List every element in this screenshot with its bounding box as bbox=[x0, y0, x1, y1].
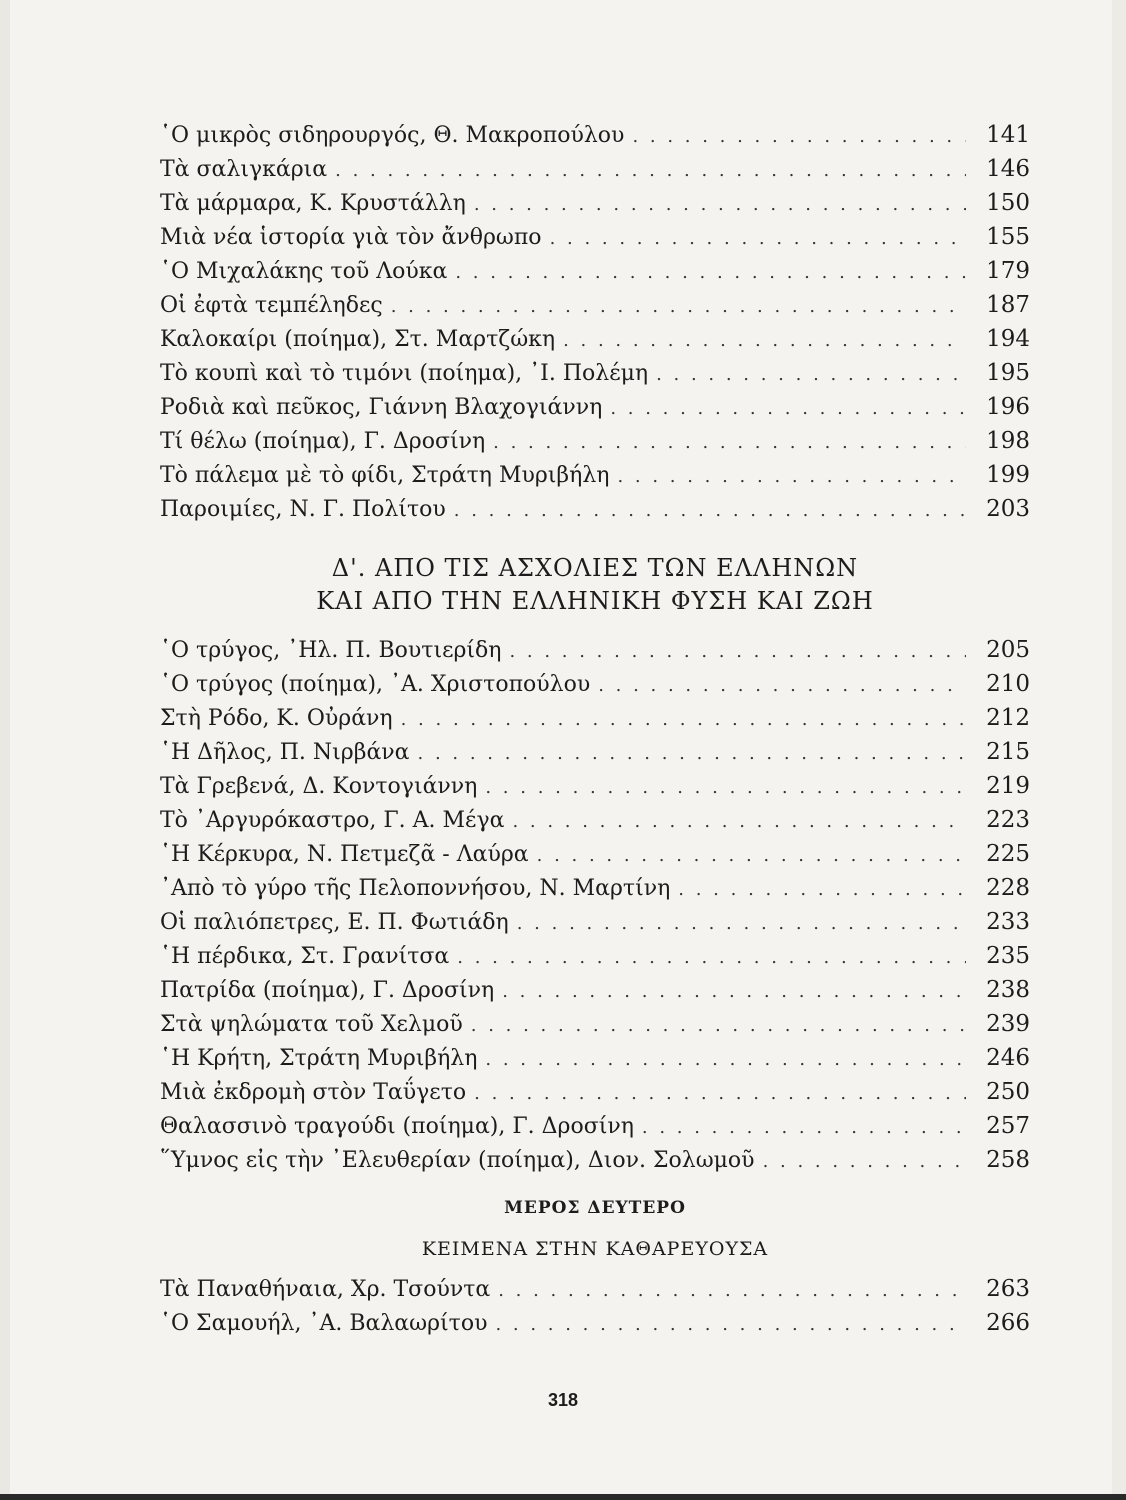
toc-entry bbox=[160, 1007, 1030, 1041]
leader-dots bbox=[401, 703, 966, 737]
toc-entry-title: Τὰ σαλιγκάρια bbox=[160, 157, 328, 182]
section-heading-line-1: Δ'. ΑΠΟ ΤΙΣ ΑΣΧΟΛΙΕΣ ΤΩΝ ΕΛΛΗΝΩΝ bbox=[331, 554, 859, 582]
toc-entry bbox=[160, 1075, 1030, 1109]
leader-dots bbox=[550, 222, 966, 256]
toc-entry-page: 215 bbox=[986, 739, 1030, 765]
leader-dots bbox=[335, 154, 966, 188]
toc-entry-title: ῾Ο Μιχαλάκης τοῦ Λούκα bbox=[160, 259, 448, 284]
toc-entry bbox=[160, 220, 1030, 254]
leader-dots bbox=[418, 737, 966, 771]
toc-entry-page: 266 bbox=[986, 1310, 1030, 1336]
toc-entry-page: 233 bbox=[986, 909, 1030, 935]
toc-entry-page: 223 bbox=[986, 807, 1030, 833]
toc-entry-page: 250 bbox=[986, 1079, 1030, 1105]
toc-entry-page: 155 bbox=[986, 224, 1030, 250]
toc-entry-title: Οἱ ἐφτὰ τεμπέληδες bbox=[160, 293, 383, 318]
toc-entry bbox=[160, 118, 1030, 152]
toc-entry-page: 258 bbox=[986, 1147, 1030, 1173]
leader-dots bbox=[517, 907, 966, 941]
toc-entry bbox=[160, 803, 1030, 837]
part-heading: ΜΕΡΟΣ ΔΕΥΤΕΡΟ bbox=[504, 1198, 686, 1218]
leader-dots bbox=[493, 426, 966, 460]
toc-entry-page: 239 bbox=[986, 1011, 1030, 1037]
toc-entry-title: ῾Ο τρύγος, ᾿Ηλ. Π. Βουτιερίδη bbox=[160, 638, 502, 663]
toc-entry bbox=[160, 322, 1030, 356]
leader-dots bbox=[537, 839, 966, 873]
toc-entry-title: ῾Η Κέρκυρα, Ν. Πετμεζᾶ - Λαύρα bbox=[160, 842, 529, 867]
toc-entry-page: 150 bbox=[986, 190, 1030, 216]
toc-entry-page: 196 bbox=[986, 394, 1030, 420]
toc-entry bbox=[160, 1041, 1030, 1075]
toc-entry bbox=[160, 424, 1030, 458]
leader-dots bbox=[617, 460, 966, 494]
part-subheading: ΚΕΙΜΕΝΑ ΣΤΗΝ ΚΑΘΑΡΕΥΟΥΣΑ bbox=[421, 1238, 769, 1260]
toc-entry-title: ῾Η Δῆλος, Π. Νιρβάνα bbox=[160, 740, 410, 765]
toc-entry bbox=[160, 254, 1030, 288]
leader-dots bbox=[498, 1274, 966, 1308]
toc-entry-title: Τὸ ᾿Αργυρόκαστρο, Γ. Α. Μέγα bbox=[160, 808, 505, 833]
toc-entry bbox=[160, 186, 1030, 220]
toc-entry-page: 194 bbox=[986, 326, 1030, 352]
toc-entry-title: Μιὰ νέα ἱστορία γιὰ τὸν ἄνθρωπο bbox=[160, 225, 542, 250]
toc-entry-page: 146 bbox=[986, 156, 1030, 182]
leader-dots bbox=[495, 1308, 966, 1342]
toc-entry-title: Ροδιὰ καὶ πεῦκος, Γιάννη Βλαχογιάννη bbox=[160, 395, 603, 420]
toc-entry-title: Καλοκαίρι (ποίημα), Στ. Μαρτζώκη bbox=[160, 327, 556, 352]
toc-entry-page: 238 bbox=[986, 977, 1030, 1003]
toc-entry bbox=[160, 667, 1030, 701]
toc-entry bbox=[160, 390, 1030, 424]
toc-entry-page: 228 bbox=[986, 875, 1030, 901]
leader-dots bbox=[563, 324, 966, 358]
toc-entry-title: ῾Ο τρύγος (ποίημα), ᾿Α. Χριστοπούλου bbox=[160, 672, 591, 697]
toc-entry-title: Τὰ Γρεβενά, Δ. Κοντογιάννη bbox=[160, 774, 478, 799]
leader-dots bbox=[610, 392, 966, 426]
toc-entry bbox=[160, 1143, 1030, 1177]
toc-entry-title: ῾Ο Σαμουήλ, ᾿Α. Βαλαωρίτου bbox=[160, 1311, 488, 1336]
leader-dots bbox=[485, 1043, 966, 1077]
toc-entry-page: 179 bbox=[986, 258, 1030, 284]
toc-entry bbox=[160, 905, 1030, 939]
leader-dots bbox=[471, 1009, 966, 1043]
leader-dots bbox=[485, 771, 966, 805]
section-heading-line-2: ΚΑΙ ΑΠΟ ΤΗΝ ΕΛΛΗΝΙΚΗ ΦΥΣΗ ΚΑΙ ΖΩΗ bbox=[316, 587, 874, 615]
toc-entry bbox=[160, 356, 1030, 390]
toc-entry bbox=[160, 1272, 1030, 1306]
leader-dots bbox=[474, 188, 966, 222]
leader-dots bbox=[642, 1111, 966, 1145]
toc-entry bbox=[160, 837, 1030, 871]
toc-entry bbox=[160, 769, 1030, 803]
toc-entry-title: Πατρίδα (ποίημα), Γ. Δροσίνη bbox=[160, 978, 495, 1003]
leader-dots bbox=[391, 290, 966, 324]
toc-entry-page: 199 bbox=[986, 462, 1030, 488]
toc-entry-title: Τὰ Παναθήναια, Χρ. Τσούντα bbox=[160, 1277, 491, 1302]
leader-dots bbox=[474, 1077, 966, 1111]
toc-entry-title: ῾Η Κρήτη, Στράτη Μυριβήλη bbox=[160, 1046, 478, 1071]
toc-entry-title: Τὰ μάρμαρα, Κ. Κρυστάλλη bbox=[160, 191, 466, 216]
toc-entry-title: ῾Η πέρδικα, Στ. Γρανίτσα bbox=[160, 944, 450, 969]
toc-entry-page: 195 bbox=[986, 360, 1030, 386]
toc-entry-page: 187 bbox=[986, 292, 1030, 318]
toc-entry-title: Στὴ Ρόδο, Κ. Οὐράνη bbox=[160, 706, 393, 731]
toc-entry-page: 210 bbox=[986, 671, 1030, 697]
leader-dots bbox=[509, 635, 966, 669]
toc-entry bbox=[160, 701, 1030, 735]
toc-entry bbox=[160, 633, 1030, 667]
toc-entry-title: Στὰ ψηλώματα τοῦ Χελμοῦ bbox=[160, 1012, 463, 1037]
toc-entry-page: 219 bbox=[986, 773, 1030, 799]
toc-entry bbox=[160, 1109, 1030, 1143]
leader-dots bbox=[632, 120, 966, 154]
toc-entry bbox=[160, 939, 1030, 973]
toc-list-section-c bbox=[160, 118, 1030, 526]
toc-entry-title: Τί θέλω (ποίημα), Γ. Δροσίνη bbox=[160, 429, 486, 454]
toc-entry-page: 203 bbox=[986, 496, 1030, 522]
toc-entry-title: ῞Υμνος εἰς τὴν ᾿Ελευθερίαν (ποίημα), Διον. Σολωμοῦ bbox=[160, 1148, 755, 1173]
toc-entry-title: Παροιμίες, Ν. Γ. Πολίτου bbox=[160, 497, 446, 522]
toc-entry-title: Μιὰ ἐκδρομὴ στὸν Ταΰγετο bbox=[160, 1080, 467, 1105]
leader-dots bbox=[512, 805, 966, 839]
toc-entry bbox=[160, 735, 1030, 769]
toc-entry-page: 141 bbox=[986, 122, 1030, 148]
leader-dots bbox=[454, 494, 966, 528]
toc-entry-page: 198 bbox=[986, 428, 1030, 454]
toc-entry-title: Τὸ κουπὶ καὶ τὸ τιμόνι (ποίημα), ᾿Ι. Πολέμη bbox=[160, 361, 649, 386]
toc-entry bbox=[160, 458, 1030, 492]
toc-entry-page: 257 bbox=[986, 1113, 1030, 1139]
leader-dots bbox=[455, 256, 966, 290]
leader-dots bbox=[502, 975, 966, 1009]
toc-entry bbox=[160, 152, 1030, 186]
toc-entry-page: 205 bbox=[986, 637, 1030, 663]
toc-entry-title: Οἱ παλιόπετρες, Ε. Π. Φωτιάδη bbox=[160, 910, 509, 935]
page-number: 318 bbox=[547, 1390, 579, 1410]
toc-list-section-d bbox=[160, 633, 1030, 1177]
leader-dots bbox=[678, 873, 966, 907]
toc-entry bbox=[160, 973, 1030, 1007]
toc-entry-title: Τὸ πάλεμα μὲ τὸ φίδι, Στράτη Μυριβήλη bbox=[160, 463, 610, 488]
toc-entry bbox=[160, 492, 1030, 526]
toc-entry bbox=[160, 1306, 1030, 1340]
toc-list-part-two bbox=[160, 1272, 1030, 1340]
leader-dots bbox=[598, 669, 966, 703]
toc-entry-page: 235 bbox=[986, 943, 1030, 969]
toc-entry-title: Θαλασσινὸ τραγούδι (ποίημα), Γ. Δροσίνη bbox=[160, 1114, 634, 1139]
leader-dots bbox=[457, 941, 966, 975]
scan-bottom-edge bbox=[0, 1494, 1126, 1500]
leader-dots bbox=[763, 1145, 966, 1179]
toc-entry-page: 225 bbox=[986, 841, 1030, 867]
toc-entry bbox=[160, 288, 1030, 322]
toc-entry-title: ῾Ο μικρὸς σιδηρουργός, Θ. Μακροπούλου bbox=[160, 123, 625, 148]
toc-entry-page: 212 bbox=[986, 705, 1030, 731]
leader-dots bbox=[656, 358, 966, 392]
toc-entry bbox=[160, 871, 1030, 905]
toc-entry-page: 246 bbox=[986, 1045, 1030, 1071]
toc-entry-page: 263 bbox=[986, 1276, 1030, 1302]
toc-entry-title: ᾿Απὸ τὸ γύρο τῆς Πελοποννήσου, Ν. Μαρτίνη bbox=[160, 876, 671, 901]
